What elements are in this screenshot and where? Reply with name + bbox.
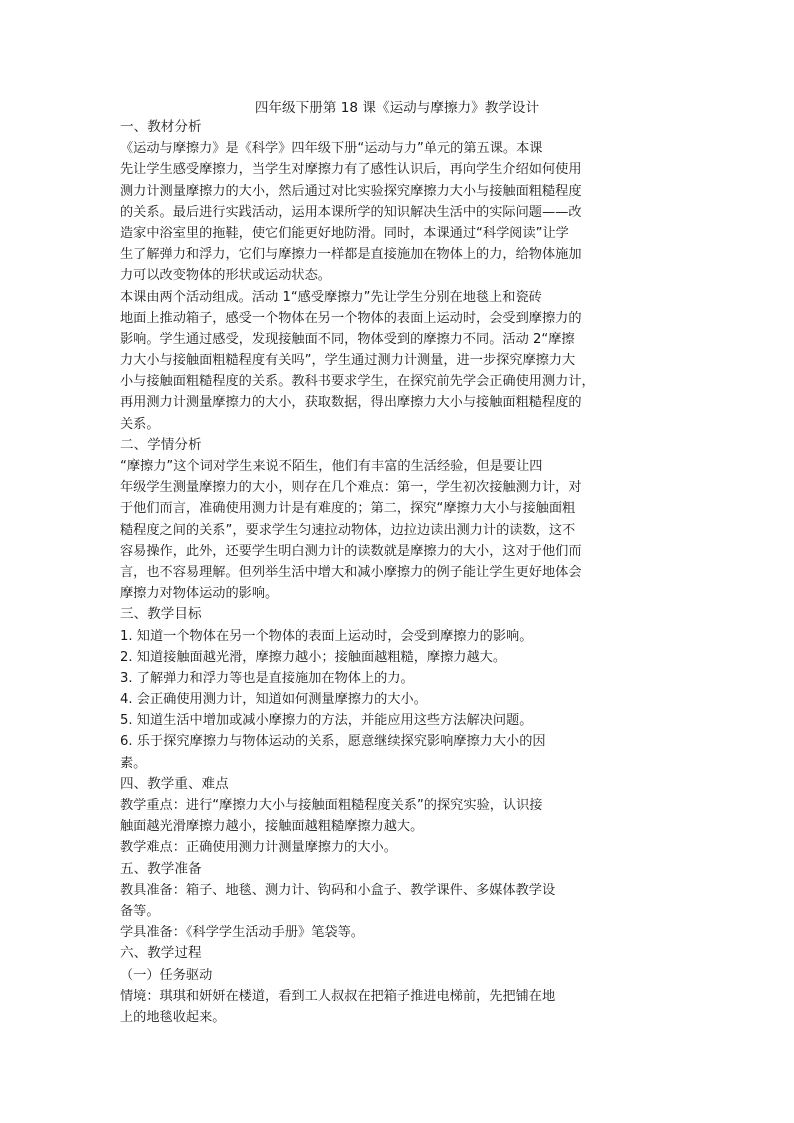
- paragraph-line: 糙程度之间的关系”，要求学生匀速拉动物体，边拉边读出测力计的读数，这不: [120, 522, 576, 538]
- paragraph-line: 《运动与摩擦力》是《科学》四年级下册“运动与力”单元的第五课。本课: [120, 141, 543, 157]
- paragraph-line: 备等。: [120, 903, 160, 919]
- paragraph-line: 力可以改变物体的形状或运动状态。: [120, 268, 331, 284]
- paragraph-line: 5. 知道生活中增加或减小摩擦力的方法，并能应用这些方法解决问题。: [120, 713, 533, 729]
- paragraph-line: 触面越光滑摩擦力越小，接触面越粗糙摩擦力越大。: [120, 819, 424, 835]
- paragraph-line: 关系。: [120, 416, 160, 432]
- section-heading: 六、教学过程: [120, 945, 202, 962]
- paragraph-line: 4. 会正确使用测力计，知道如何测量摩擦力的大小。: [120, 692, 427, 708]
- paragraph-line: 于他们而言，准确使用测力计是有难度的；第二，探究“摩擦力大小与接触面粗: [120, 501, 576, 517]
- paragraph-line: （一）任务驱动: [120, 967, 213, 983]
- paragraph-line: 学具准备：《科学学生活动手册》笔袋等。: [120, 925, 364, 941]
- paragraph-line: 摩擦力对物体运动的影响。: [120, 586, 279, 602]
- paragraph-line: 地面上推动箱子，感受一个物体在另一个物体的表面上运动时，会受到摩擦力的: [120, 310, 582, 326]
- paragraph-line: 教学难点：正确使用测力计测量摩擦力的大小。: [120, 840, 397, 856]
- paragraph-line: 的关系。最后进行实践活动，运用本课所学的知识解决生活中的实际问题——改: [120, 204, 582, 220]
- section-heading: 四、教学重、难点: [120, 775, 229, 792]
- paragraph-line: 再用测力计测量摩擦力的大小，获取数据，得出摩擦力大小与接触面粗糙程度的: [120, 395, 582, 411]
- paragraph-line: 1. 知道一个物体在另一个物体的表面上运动时，会受到摩擦力的影响。: [120, 628, 533, 644]
- document-title: 四年级下册第 18 课《运动与摩擦力》教学设计: [254, 100, 540, 116]
- document-body: [120, 117, 630, 1028]
- paragraph-line: 素。: [120, 755, 147, 771]
- paragraph-line: 造家中浴室里的拖鞋，使它们能更好地防滑。同时，本课通过“科学阅读”让学: [120, 225, 569, 241]
- paragraph-line: 先让学生感受摩擦力，当学生对摩擦力有了感性认识后，再向学生介绍如何使用: [120, 162, 582, 178]
- paragraph-line: 力大小与接触面粗糙程度有关吗”，学生通过测力计测量，进一步探究摩擦力大: [120, 353, 576, 369]
- paragraph-line: 教学重点：进行“摩擦力大小与接触面粗糙程度关系”的探究实验，认识接: [120, 798, 543, 813]
- section-heading: 一、教材分析: [120, 119, 202, 135]
- paragraph-line: 上的地毯收起来。: [120, 1009, 226, 1025]
- paragraph-line: 年级学生测量摩擦力的大小，则存在几个难点：第一，学生初次接触测力计，对: [120, 480, 582, 496]
- paragraph-line: 本课由两个活动组成。活动 1“感受摩擦力”先让学生分别在地毯上和瓷砖: [120, 289, 542, 305]
- paragraph-line: 6. 乐于探究摩擦力与物体运动的关系，愿意继续探究影响摩擦力大小的因: [120, 734, 546, 750]
- section-heading: 三、教学目标: [120, 606, 202, 623]
- paragraph-line: 3. 了解弹力和浮力等也是直接施加在物体上的力。: [120, 670, 414, 686]
- section-heading: 五、教学准备: [120, 860, 202, 877]
- paragraph-line: 容易操作，此外，还要学生明白测力计的读数就是摩擦力的大小，这对于他们而: [120, 543, 582, 559]
- paragraph-line: 小与接触面粗糙程度的关系。教科书要求学生，在探究前先学会正确使用测力计，: [120, 374, 595, 390]
- section-heading: 二、学情分析: [120, 436, 202, 453]
- paragraph-line: 情境：琪琪和妍妍在楼道，看到工人叔叔在把箱子推进电梯前，先把铺在地: [120, 988, 556, 1004]
- paragraph-line: 测力计测量摩擦力的大小，然后通过对比实验探究摩擦力大小与接触面粗糙程度: [120, 183, 582, 199]
- paragraph-line: 生了解弹力和浮力，它们与摩擦力一样都是直接施加在物体上的力，给物体施加: [120, 247, 582, 263]
- paragraph-line: 2. 知道接触面越光滑，摩擦力越小；接触面越粗糙，摩擦力越大。: [120, 649, 507, 665]
- paragraph-line: 影响。学生通过感受，发现接触面不同，物体受到的摩擦力不同。活动 2“摩擦: [120, 331, 575, 347]
- paragraph-line: “摩擦力”这个词对学生来说不陌生，他们有丰富的生活经验，但是要让四: [120, 459, 543, 474]
- paragraph-line: 言，也不容易理解。但列举生活中增大和减小摩擦力的例子能让学生更好地体会: [120, 564, 582, 580]
- paragraph-line: 教具准备：箱子、地毯、测力计、钩码和小盒子、教学课件、多媒体教学设: [120, 882, 556, 898]
